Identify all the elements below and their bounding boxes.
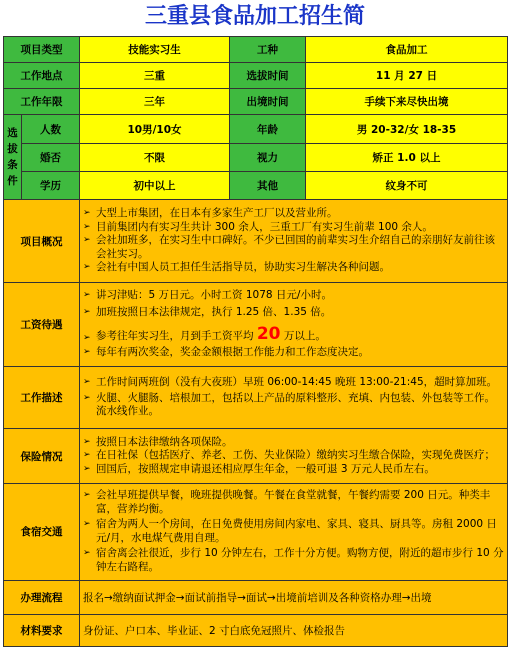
bullet-arrow-icon: ➢ [83, 392, 91, 403]
departure-value: 手续下来尽快出境 [306, 89, 508, 115]
info-row-project [4, 37, 508, 63]
term-value: 三年 [80, 89, 230, 115]
age-label: 年龄 [230, 115, 306, 143]
bullet-arrow-icon: ➢ [83, 436, 91, 447]
other-value: 纹身不可 [306, 171, 508, 199]
materials-label: 材料要求 [4, 614, 80, 646]
living-list [83, 489, 504, 574]
page-title: 三重县食品加工招生简 [144, 4, 365, 29]
list-item: ➢ 每年有两次奖金，奖金金额根据工作能力和工作态度决定。 [83, 345, 369, 358]
work-list [83, 376, 504, 419]
info-row-location [4, 63, 508, 89]
list-item: ➢ 工作时间两班倒（没有大夜班）早班 06:00-14:45 晚班 13:00-21:45，超时算加班。 [83, 376, 498, 389]
criteria-group-label: 选 拔 条 件 [4, 115, 22, 200]
bullet-arrow-icon: ➢ [83, 307, 91, 318]
list-item: ➢ 会社早班提供早餐，晚班提供晚餐。午餐在食堂就餐，午餐约需要 200 日元。种类丰富，营养均衡。 [83, 489, 491, 515]
bullet-arrow-icon: ➢ [83, 463, 91, 474]
section-materials [4, 614, 508, 646]
section-salary [4, 282, 508, 366]
living-label: 食宿交通 [4, 483, 80, 580]
list-item: ➢ 加班按照日本法律规定，执行 1.25 倍、1.35 倍。 [83, 306, 332, 319]
list-item: ➢ 会社加班多，在实习生中口碑好。不少已回国的前辈实习生介绍自己的亲朋好友前往该会社实习。 [83, 234, 495, 260]
marriage-label: 婚否 [22, 143, 80, 171]
insurance-list [83, 436, 504, 477]
location-label: 工作地点 [4, 63, 80, 89]
list-item: ➢ 参考往年实习生，月到手工资平均 20 万以上。 [83, 324, 504, 346]
vision-value: 矫正 1.0 以上 [306, 143, 508, 171]
headcount-label: 人数 [22, 115, 80, 143]
criteria-row-marriage [4, 143, 508, 171]
list-item: ➢ 宿舍为两人一个房间，在日免费使用房间内家电、家具、寝具、厨具等。房租 2000 日元/月，水电煤气费用自理。 [83, 518, 497, 544]
bullet-arrow-icon: ➢ [83, 289, 91, 300]
bullet-arrow-icon: ➢ [83, 332, 91, 343]
work-label: 工作描述 [4, 366, 80, 429]
headcount-value: 10男/10女 [80, 115, 230, 143]
bullet-arrow-icon: ➢ [83, 490, 91, 501]
list-item: ➢ 在日社保（包括医疗、养老、工伤、失业保险）缴纳实习生缴合保险，实现免费医疗； [83, 449, 495, 462]
list-item: ➢ 大型上市集团，在日本有多家生产工厂以及营业所。 [83, 207, 338, 220]
location-value: 三重 [80, 63, 230, 89]
education-label: 学历 [22, 171, 80, 199]
bullet-arrow-icon: ➢ [83, 548, 91, 559]
section-work [4, 366, 508, 429]
list-item: ➢ 宿舍离会社很近，步行 10 分钟左右，工作十分方便。购物方便，附近的超市步行 10 分钟左右路程。 [83, 547, 504, 573]
materials-text: 身份证、户口本、毕业证、2 寸白底免冠照片、体检报告 [80, 614, 508, 646]
bullet-arrow-icon: ➢ [83, 377, 91, 388]
section-overview [4, 200, 508, 283]
other-label: 其他 [230, 171, 306, 199]
bullet-arrow-icon: ➢ [83, 519, 91, 530]
criteria-row-count [4, 115, 508, 143]
section-living [4, 483, 508, 580]
overview-list [83, 207, 504, 275]
selection-date-value: 11 月 27 日 [306, 63, 508, 89]
bullet-arrow-icon: ➢ [83, 450, 91, 461]
bullet-arrow-icon: ➢ [83, 235, 91, 246]
list-item: ➢ 目前集团内有实习生共计 300 余人，三重工厂有实习生前辈 100 余人。 [83, 220, 433, 233]
job-type-value: 食品加工 [306, 37, 508, 63]
bullet-arrow-icon: ➢ [83, 262, 91, 273]
job-type-label: 工种 [230, 37, 306, 63]
info-row-term [4, 89, 508, 115]
insurance-label: 保险情况 [4, 429, 80, 483]
bullet-arrow-icon: ➢ [83, 208, 91, 219]
salary-highlight-value: 20 [256, 323, 281, 344]
list-item: ➢ 回国后，按照规定申请退还相应厚生年金，一般可退 3 万元人民币左右。 [83, 462, 435, 475]
recruitment-table [3, 36, 508, 647]
salary-list [83, 289, 504, 360]
term-label: 工作年限 [4, 89, 80, 115]
education-value: 初中以上 [80, 171, 230, 199]
list-item: ➢ 按照日本法律缴纳各项保险。 [83, 435, 233, 448]
departure-label: 出境时间 [230, 89, 306, 115]
marriage-value: 不限 [80, 143, 230, 171]
selection-date-label: 选拔时间 [230, 63, 306, 89]
list-item: ➢ 讲习津贴：5 万日元。小时工资 1078 日元/小时。 [83, 288, 332, 301]
bullet-arrow-icon: ➢ [83, 346, 91, 357]
list-item: ➢ 会社有中国人员工担任生活指导员，协助实习生解决各种问题。 [83, 261, 390, 274]
bullet-arrow-icon: ➢ [83, 221, 91, 232]
list-item: ➢ 火腿、火腿肠、培根加工，包括以上产品的原料整形、充填、内包装、外包装等工作。流水线作业。 [83, 391, 495, 418]
section-process [4, 581, 508, 614]
salary-label: 工资待遇 [4, 282, 80, 366]
criteria-row-education [4, 171, 508, 199]
overview-label: 项目概况 [4, 200, 80, 283]
process-text: 报名→缴纳面试押金→面试前指导→面试→出境前培训及各种资格办理→出境 [80, 581, 508, 614]
project-type-value: 技能实习生 [80, 37, 230, 63]
age-value: 男 20-32/女 18-35 [306, 115, 508, 143]
vision-label: 视力 [230, 143, 306, 171]
section-insurance [4, 429, 508, 483]
project-type-label: 项目类型 [4, 37, 80, 63]
process-label: 办理流程 [4, 581, 80, 614]
